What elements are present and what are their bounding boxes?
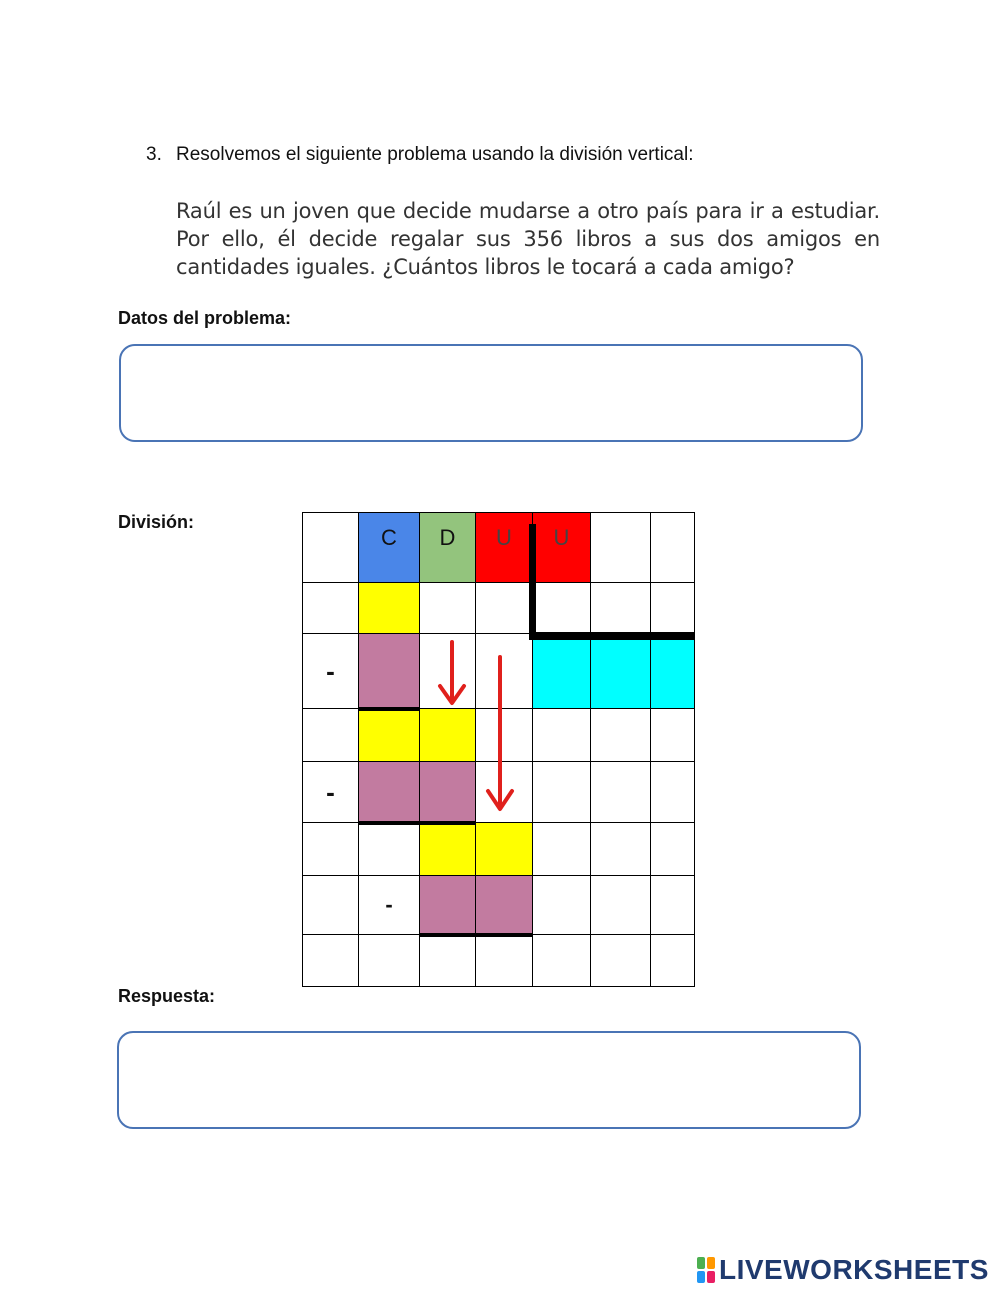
header-hundreds: C bbox=[358, 512, 420, 583]
instruction-text: Resolvemos el siguiente problema usando la división vertical: bbox=[176, 144, 694, 165]
logo-text: LIVEWORKSHEETS bbox=[719, 1254, 989, 1285]
minus-sign: - bbox=[302, 633, 359, 709]
header-divisor-units: U bbox=[532, 512, 591, 583]
question-instruction bbox=[146, 144, 694, 166]
division-grid bbox=[302, 512, 695, 987]
answer-input-box[interactable] bbox=[117, 1031, 861, 1129]
minus-sign: - bbox=[358, 875, 420, 935]
bring-down-arrows bbox=[302, 512, 695, 987]
data-label: Datos del problema: bbox=[118, 308, 292, 328]
header-units: U bbox=[475, 512, 533, 583]
liveworksheets-icon bbox=[697, 1257, 715, 1283]
minus-sign: - bbox=[302, 761, 359, 823]
answer-label: Respuesta: bbox=[118, 986, 216, 1006]
problem-text: Raúl es un joven que decide mudarse a otro país para ir a estudiar. Por ello, él decide regalar sus 356 libros a sus dos amigos en cantidades iguales. ¿Cuántos libros le tocará a cada amigo? bbox=[176, 199, 880, 279]
header-tens: D bbox=[419, 512, 476, 583]
question-number: 3. bbox=[146, 144, 162, 165]
arrow-down-icon bbox=[488, 657, 512, 809]
data-input-box[interactable] bbox=[119, 344, 863, 442]
liveworksheets-logo[interactable] bbox=[697, 1255, 989, 1285]
division-label: División: bbox=[118, 512, 195, 532]
arrow-down-icon bbox=[440, 642, 464, 703]
